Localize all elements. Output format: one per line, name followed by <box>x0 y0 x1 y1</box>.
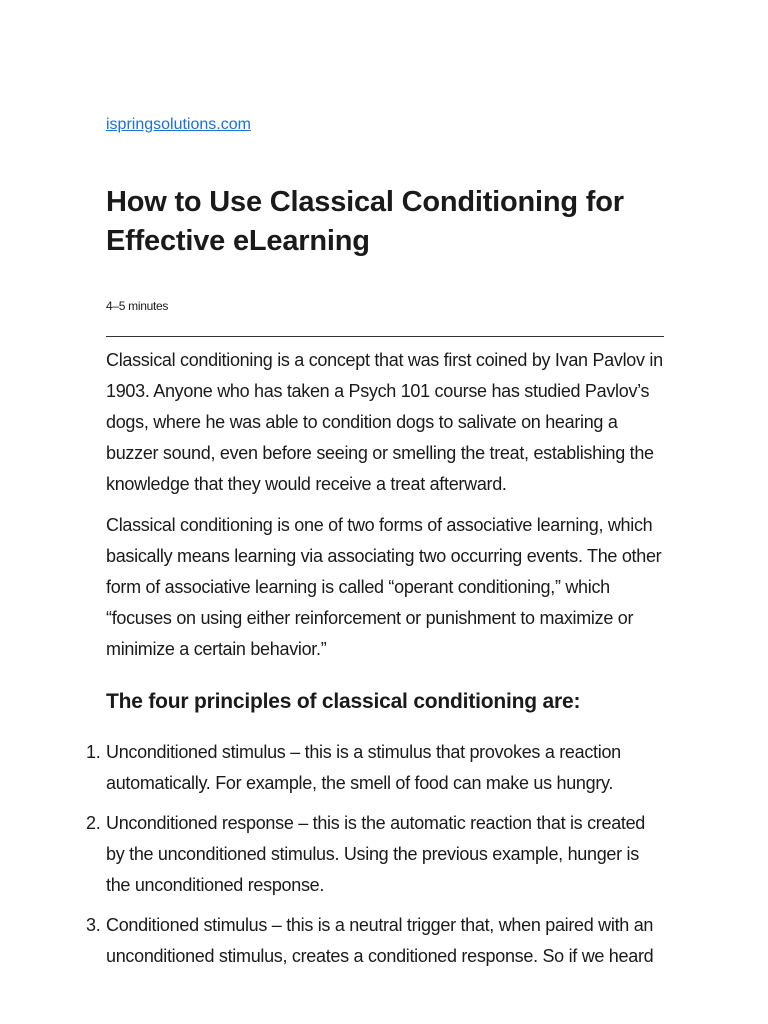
list-item <box>86 910 664 972</box>
list-item-number: 1. <box>86 742 101 762</box>
list-item-text: Unconditioned response – this is the automatic reaction that is created by the unconditioned stimulus. Using the previous example, hunger is the unconditioned response. <box>106 813 646 895</box>
list-item <box>86 737 664 799</box>
list-item-number: 2. <box>86 813 101 833</box>
divider <box>106 336 664 337</box>
associative-learning-paragraph: Classical conditioning is one of two forms of associative learning, which basically means learning via associating two occurring events. The other form of associative learning is called “operant conditioning,” which “focuses on using either reinforcement or punishment to maximize or minimize a certain behavior.” <box>106 515 662 659</box>
article-title: How to Use Classical Conditioning for Effective eLearning <box>106 186 624 257</box>
principles-list <box>86 737 664 972</box>
principles-heading: The four principles of classical conditioning are: <box>106 690 581 713</box>
list-item-text: Unconditioned stimulus – this is a stimulus that provokes a reaction automatically. For example, the smell of food can make us hungry. <box>106 742 621 793</box>
intro-paragraph: Classical conditioning is a concept that was first coined by Ivan Pavlov in 1903. Anyone who has taken a Psych 101 course has studied Pavlov’s dogs, where he was able to condition dogs to salivate on hearing a buzzer sound, even before seeing or smelling the treat, establishing the knowledge that they would receive a treat afterward. <box>106 350 663 494</box>
list-item-text: Conditioned stimulus – this is a neutral trigger that, when paired with an unconditioned stimulus, creates a conditioned response. So if we heard <box>106 915 654 966</box>
source-link[interactable]: ispringsolutions.com <box>106 116 251 133</box>
reading-time: 4–5 minutes <box>106 299 169 313</box>
list-item-number: 3. <box>86 915 101 935</box>
article-content <box>86 113 664 981</box>
list-item <box>86 808 664 901</box>
